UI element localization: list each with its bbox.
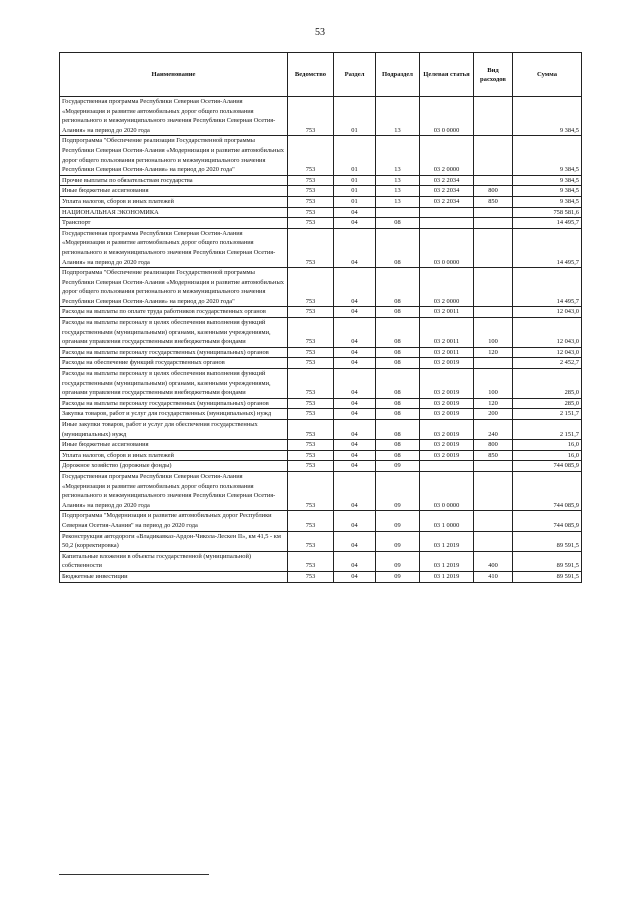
row-target: 03 2 0011 <box>420 307 474 318</box>
row-exp-type: 120 <box>474 398 513 409</box>
row-section: 04 <box>334 461 376 472</box>
row-exp-type: 410 <box>474 571 513 582</box>
row-name: Иные бюджетные ассигнования <box>60 440 288 451</box>
row-subsection: 09 <box>376 511 420 531</box>
row-ved: 753 <box>288 358 334 369</box>
row-target <box>420 207 474 218</box>
row-target: 03 2 0000 <box>420 136 474 175</box>
table-row <box>60 398 582 409</box>
row-ved: 753 <box>288 268 334 307</box>
row-exp-type <box>474 207 513 218</box>
row-ved: 753 <box>288 571 334 582</box>
row-subsection: 08 <box>376 307 420 318</box>
row-section: 04 <box>334 409 376 420</box>
row-sum: 14 495,7 <box>513 228 582 267</box>
row-target: 03 1 2019 <box>420 531 474 551</box>
row-ved: 753 <box>288 228 334 267</box>
row-target <box>420 218 474 229</box>
row-target: 03 1 2019 <box>420 571 474 582</box>
row-ved: 753 <box>288 420 334 440</box>
row-section: 04 <box>334 369 376 399</box>
row-subsection: 08 <box>376 450 420 461</box>
row-exp-type: 240 <box>474 420 513 440</box>
table-row <box>60 175 582 186</box>
row-sum: 9 384,5 <box>513 136 582 175</box>
row-sum: 285,0 <box>513 369 582 399</box>
row-section: 01 <box>334 97 376 136</box>
row-ved: 753 <box>288 511 334 531</box>
row-exp-type: 400 <box>474 551 513 571</box>
row-target: 03 2 2034 <box>420 196 474 207</box>
row-subsection: 08 <box>376 440 420 451</box>
row-subsection: 08 <box>376 420 420 440</box>
table-row <box>60 268 582 307</box>
row-name: Иные бюджетные ассигнования <box>60 186 288 197</box>
row-exp-type: 850 <box>474 450 513 461</box>
row-section: 01 <box>334 186 376 197</box>
row-ved: 753 <box>288 307 334 318</box>
row-sum: 9 384,5 <box>513 186 582 197</box>
row-subsection <box>376 207 420 218</box>
row-sum: 14 495,7 <box>513 218 582 229</box>
row-exp-type <box>474 218 513 229</box>
table-row <box>60 471 582 510</box>
row-name: НАЦИОНАЛЬНАЯ ЭКОНОМИКА <box>60 207 288 218</box>
row-subsection: 09 <box>376 471 420 510</box>
row-target: 03 2 0011 <box>420 318 474 348</box>
row-section: 04 <box>334 420 376 440</box>
row-name: Реконструкция автодороги «Владикавказ-Ардон-Чикола-Лескен II», км 41,5 - км 50,2 (корректировка) <box>60 531 288 551</box>
header-sum: Сумма <box>513 53 582 97</box>
budget-table <box>59 52 582 583</box>
row-name: Уплата налогов, сборов и иных платежей <box>60 196 288 207</box>
row-section: 04 <box>334 440 376 451</box>
row-ved: 753 <box>288 175 334 186</box>
row-subsection: 08 <box>376 228 420 267</box>
row-subsection: 09 <box>376 461 420 472</box>
row-subsection: 09 <box>376 531 420 551</box>
table-header-row <box>60 53 582 97</box>
row-target: 03 2 0019 <box>420 440 474 451</box>
row-target: 03 2 0019 <box>420 398 474 409</box>
row-name: Дорожное хозяйство (дорожные фонды) <box>60 461 288 472</box>
row-subsection: 13 <box>376 186 420 197</box>
row-section: 04 <box>334 307 376 318</box>
row-sum: 285,0 <box>513 398 582 409</box>
row-target: 03 0 0000 <box>420 228 474 267</box>
row-sum: 744 085,9 <box>513 511 582 531</box>
header-target: Целевая статья <box>420 53 474 97</box>
row-ved: 753 <box>288 347 334 358</box>
row-ved: 753 <box>288 461 334 472</box>
row-sum: 9 384,5 <box>513 97 582 136</box>
table-row <box>60 318 582 348</box>
row-section: 04 <box>334 228 376 267</box>
row-target: 03 2 0019 <box>420 409 474 420</box>
row-section: 04 <box>334 471 376 510</box>
row-section: 01 <box>334 196 376 207</box>
row-subsection: 13 <box>376 175 420 186</box>
row-ved: 753 <box>288 369 334 399</box>
table-row <box>60 307 582 318</box>
row-exp-type <box>474 511 513 531</box>
row-subsection: 08 <box>376 409 420 420</box>
row-sum: 89 591,5 <box>513 531 582 551</box>
row-ved: 753 <box>288 207 334 218</box>
row-exp-type <box>474 307 513 318</box>
table-row <box>60 196 582 207</box>
table-row <box>60 420 582 440</box>
table-row <box>60 186 582 197</box>
row-sum: 14 495,7 <box>513 268 582 307</box>
row-section: 01 <box>334 136 376 175</box>
header-ved: Ведомство <box>288 53 334 97</box>
row-ved: 753 <box>288 409 334 420</box>
row-section: 04 <box>334 511 376 531</box>
row-ved: 753 <box>288 196 334 207</box>
row-section: 04 <box>334 398 376 409</box>
row-target: 03 2 0019 <box>420 369 474 399</box>
row-sum: 89 591,5 <box>513 571 582 582</box>
row-exp-type: 850 <box>474 196 513 207</box>
row-name: Государственная программа Республики Северная Осетия-Алания «Модернизация и развитие автомобильных дорог общего пользования регионального и межмуниципального значения Республики Северная Осетия-Алания» на период до 2020 года <box>60 471 288 510</box>
row-exp-type <box>474 175 513 186</box>
row-target: 03 2 0011 <box>420 347 474 358</box>
row-target: 03 0 0000 <box>420 97 474 136</box>
table-row <box>60 207 582 218</box>
row-subsection: 08 <box>376 318 420 348</box>
row-exp-type: 800 <box>474 440 513 451</box>
table-row <box>60 450 582 461</box>
row-name: Иные закупки товаров, работ и услуг для обеспечения государственных (муниципальных) нужд <box>60 420 288 440</box>
row-name: Подпрограмма "Модернизация и развитие автомобильных дорог Республики Северная Осетия-Алания" на период до 2020 года <box>60 511 288 531</box>
header-name: Наименование <box>60 53 288 97</box>
row-sum: 2 151,7 <box>513 409 582 420</box>
row-section: 04 <box>334 207 376 218</box>
row-sum: 12 043,0 <box>513 347 582 358</box>
row-name: Прочие выплаты по обязательствам государства <box>60 175 288 186</box>
row-exp-type <box>474 97 513 136</box>
row-sum: 12 043,0 <box>513 307 582 318</box>
row-ved: 753 <box>288 471 334 510</box>
row-target: 03 2 0019 <box>420 420 474 440</box>
row-exp-type <box>474 461 513 472</box>
page-number: 53 <box>315 27 325 38</box>
row-exp-type: 120 <box>474 347 513 358</box>
row-exp-type <box>474 228 513 267</box>
row-name: Расходы на обеспечение функций государственных органов <box>60 358 288 369</box>
row-ved: 753 <box>288 136 334 175</box>
table-row <box>60 551 582 571</box>
header-subsection: Подраздел <box>376 53 420 97</box>
row-subsection: 08 <box>376 268 420 307</box>
row-name: Капитальные вложения в объекты государственной (муниципальной) собственности <box>60 551 288 571</box>
row-sum: 2 452,7 <box>513 358 582 369</box>
row-subsection: 08 <box>376 347 420 358</box>
row-target: 03 2 0019 <box>420 450 474 461</box>
row-section: 04 <box>334 531 376 551</box>
row-target: 03 2 2034 <box>420 175 474 186</box>
table-row <box>60 511 582 531</box>
row-section: 04 <box>334 551 376 571</box>
row-section: 04 <box>334 347 376 358</box>
row-name: Закупка товаров, работ и услуг для государственных (муниципальных) нужд <box>60 409 288 420</box>
row-ved: 753 <box>288 450 334 461</box>
row-exp-type <box>474 136 513 175</box>
row-name: Бюджетные инвестиции <box>60 571 288 582</box>
row-exp-type <box>474 358 513 369</box>
row-section: 04 <box>334 218 376 229</box>
row-sum: 16,0 <box>513 440 582 451</box>
table-row <box>60 136 582 175</box>
row-sum: 12 043,0 <box>513 318 582 348</box>
footnote-rule <box>59 874 209 875</box>
row-sum: 744 085,9 <box>513 471 582 510</box>
row-subsection: 08 <box>376 369 420 399</box>
row-section: 04 <box>334 318 376 348</box>
row-sum: 2 151,7 <box>513 420 582 440</box>
row-target: 03 2 2034 <box>420 186 474 197</box>
row-ved: 753 <box>288 218 334 229</box>
row-sum: 9 384,5 <box>513 196 582 207</box>
row-ved: 753 <box>288 531 334 551</box>
row-name: Расходы на выплаты персоналу в целях обеспечения выполнения функций государственными (муниципальными) органами, казенными учреждениями, органами управления государственными внебюджетными фондами <box>60 369 288 399</box>
row-section: 04 <box>334 358 376 369</box>
table-row <box>60 218 582 229</box>
table-row <box>60 228 582 267</box>
row-target: 03 0 0000 <box>420 471 474 510</box>
row-target: 03 1 2019 <box>420 551 474 571</box>
row-name: Расходы на выплаты персоналу государственных (муниципальных) органов <box>60 347 288 358</box>
table-row <box>60 358 582 369</box>
row-name: Расходы на выплаты персоналу в целях обеспечения выполнения функций государственными (муниципальными) органами, казенными учреждениями, органами управления государственными внебюджетными фондами <box>60 318 288 348</box>
table-row <box>60 440 582 451</box>
row-name: Расходы на выплаты персоналу государственных (муниципальных) органов <box>60 398 288 409</box>
row-ved: 753 <box>288 398 334 409</box>
row-exp-type <box>474 531 513 551</box>
table-row <box>60 531 582 551</box>
row-ved: 753 <box>288 97 334 136</box>
row-subsection: 13 <box>376 97 420 136</box>
row-name: Государственная программа Республики Северная Осетия-Алания «Модернизация и развитие автомобильных дорог общего пользования регионального и межмуниципального значения Республики Северная Осетия-Алания» на период до 2020 года <box>60 97 288 136</box>
row-name: Уплата налогов, сборов и иных платежей <box>60 450 288 461</box>
row-subsection: 08 <box>376 398 420 409</box>
row-exp-type <box>474 268 513 307</box>
row-sum: 16,0 <box>513 450 582 461</box>
row-subsection: 09 <box>376 571 420 582</box>
row-name: Расходы на выплаты по оплате труда работников государственных органов <box>60 307 288 318</box>
table-row <box>60 369 582 399</box>
row-subsection: 09 <box>376 551 420 571</box>
row-section: 04 <box>334 268 376 307</box>
row-ved: 753 <box>288 551 334 571</box>
row-sum: 89 591,5 <box>513 551 582 571</box>
row-target: 03 1 0000 <box>420 511 474 531</box>
row-subsection: 08 <box>376 218 420 229</box>
row-exp-type: 100 <box>474 318 513 348</box>
row-section: 01 <box>334 175 376 186</box>
row-exp-type: 200 <box>474 409 513 420</box>
table-body <box>60 97 582 583</box>
row-ved: 753 <box>288 440 334 451</box>
table-row <box>60 571 582 582</box>
table-row <box>60 409 582 420</box>
row-sum: 9 384,5 <box>513 175 582 186</box>
row-sum: 744 085,9 <box>513 461 582 472</box>
row-exp-type: 800 <box>474 186 513 197</box>
row-name: Государственная программа Республики Северная Осетия-Алания «Модернизация и развитие автомобильных дорог общего пользования регионального и межмуниципального значения Республики Северная Осетия-Алания» на период до 2020 года <box>60 228 288 267</box>
table-row <box>60 347 582 358</box>
row-section: 04 <box>334 571 376 582</box>
row-section: 04 <box>334 450 376 461</box>
row-ved: 753 <box>288 186 334 197</box>
row-target <box>420 461 474 472</box>
row-sum: 758 581,6 <box>513 207 582 218</box>
row-name: Транспорт <box>60 218 288 229</box>
row-subsection: 13 <box>376 136 420 175</box>
row-subsection: 13 <box>376 196 420 207</box>
row-name: Подпрограмма "Обеспечение реализации Государственной программы Республики Северная Осетия-Алания «Модернизация и развитие автомобильных дорог общего пользования регионального и межмуниципального значения Республики Северная Осетия-Алания» на период до 2020 года" <box>60 268 288 307</box>
row-exp-type <box>474 471 513 510</box>
table-row <box>60 461 582 472</box>
row-target: 03 2 0000 <box>420 268 474 307</box>
row-subsection: 08 <box>376 358 420 369</box>
header-section: Раздел <box>334 53 376 97</box>
table-row <box>60 97 582 136</box>
row-ved: 753 <box>288 318 334 348</box>
header-exp-type: Вид расходов <box>474 53 513 97</box>
row-name: Подпрограмма "Обеспечение реализации Государственной программы Республики Северная Осетия-Алания «Модернизация и развитие автомобильных дорог общего пользования регионального и межмуниципального значения Республики Северная Осетия-Алания» на период до 2020 года" <box>60 136 288 175</box>
row-exp-type: 100 <box>474 369 513 399</box>
row-target: 03 2 0019 <box>420 358 474 369</box>
